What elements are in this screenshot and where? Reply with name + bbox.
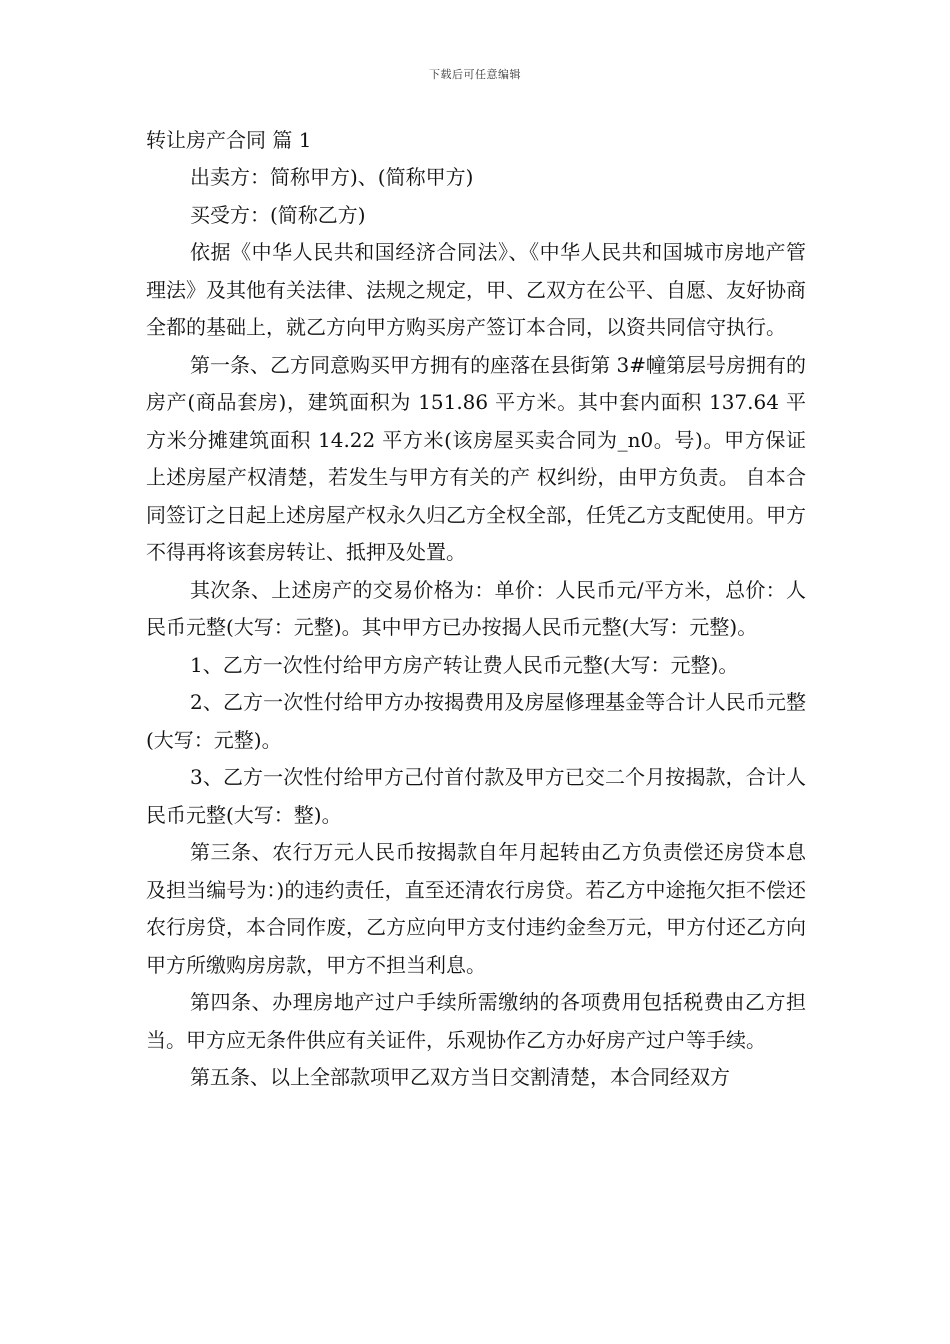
paragraph-basis: 依据《中华人民共和国经济合同法》、《中华人民共和国城市房地产管理法》及其他有关法律、法规之规定，甲、乙双方在公平、自愿、友好协商全都的基础上，就乙方向甲方购买房产签订本合同，以资共同信守执行。 (146, 240, 806, 339)
paragraph-article-5: 第五条、以上全部款项甲乙双方当日交割清楚，本合同经双方 (190, 1065, 730, 1089)
paragraph-article-2: 其次条、上述房产的交易价格为：单价：人民币元/平方米，总价：人民币元整(大写：元整)。其中甲方已办按揭人民币元整(大写：元整)。 (146, 577, 806, 639)
paragraph-item-1: 1、乙方一次性付给甲方房产转让费人民币元整(大写：元整)。 (190, 652, 739, 677)
paragraph-article-3: 第三条、农行万元人民币按揭款自年月起转由乙方负责偿还房贷本息及担当编号为：)的违约责任，直至还清农行房贷。若乙方中途拖欠拒不偿还农行房贷，本合同作废，乙方应向甲方支付违约金叁万元，甲方付还乙方向甲方所缴购房房款，甲方不担当利息。 (146, 840, 806, 977)
paragraph-article-1: 第一条、乙方同意购买甲方拥有的座落在县街第 3#幢第层号房拥有的房产(商品套房)，建筑面积为 151.86 平方米。其中套内面积 137.64 平方米分摊建筑面积 14.22 平方米(该房屋买卖合同为_n0。号)。甲方保证上述房屋产权清楚，若发生与甲方有关的产 权纠纷，由甲方负责。 自本合同签订之日起上述房屋产权永久归乙方全权全部，任凭乙方支配使用。甲方不得再将该套房转让、抵押及处置。 (146, 352, 806, 564)
paragraph-seller: 出卖方：简称甲方)、(简称甲方) (190, 165, 474, 189)
paragraph-item-3: 3、乙方一次性付给甲方己付首付款及甲方已交二个月按揭款，合计人民币元整(大写：整)。 (146, 765, 806, 827)
paragraph-article-4: 第四条、办理房地产过户手续所需缴纳的各项费用包括税费由乙方担当。甲方应无条件供应有关证件，乐观协作乙方办好房产过户等手续。 (146, 990, 806, 1052)
document-title: 转让房产合同 篇 1 (146, 128, 312, 152)
header-note: 下载后可任意编辑 (429, 68, 521, 81)
paragraph-item-2: 2、乙方一次性付给甲方办按揭费用及房屋修理基金等合计人民币元整(大写：元整)。 (146, 690, 806, 752)
paragraph-buyer: 买受方：(简称乙方) (190, 202, 366, 227)
document-body (146, 122, 806, 1097)
